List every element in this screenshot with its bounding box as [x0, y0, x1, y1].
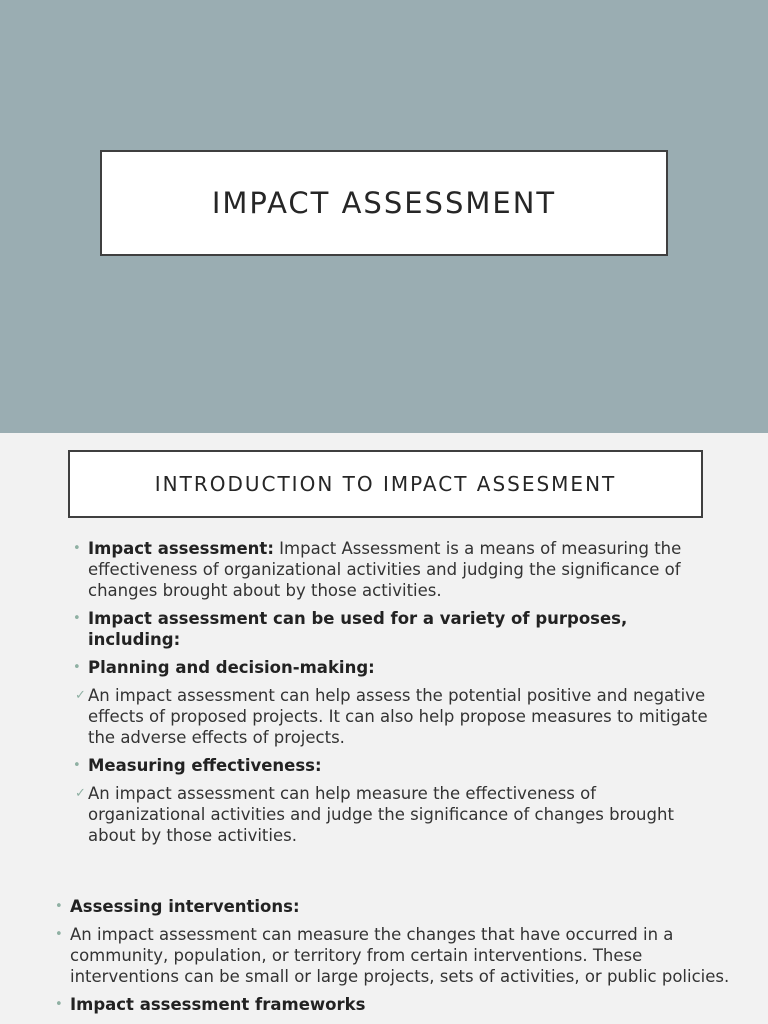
checkmark-icon: ✓ — [75, 786, 86, 801]
content-slide — [0, 433, 768, 1024]
list-item — [55, 994, 730, 1015]
title-slide — [0, 0, 768, 433]
list-item — [73, 608, 708, 650]
bullet-icon: • — [73, 660, 81, 675]
list-item — [75, 685, 708, 748]
bullet-list — [73, 538, 708, 853]
title-box — [100, 150, 668, 256]
list-item — [55, 896, 730, 917]
slide-heading: INTRODUCTION TO IMPACT ASSESMENT — [154, 472, 617, 496]
heading-box — [68, 450, 703, 518]
bullet-icon: • — [55, 927, 63, 942]
slide-title: IMPACT ASSESSMENT — [211, 186, 557, 220]
bullet-icon: • — [55, 899, 63, 914]
bullet-icon: • — [73, 758, 81, 773]
list-item — [73, 538, 708, 601]
item-text: Impact Assessment is a means of measuring the effectiveness of organizational activities and judging the significance of changes brought about by those activities. — [88, 539, 682, 600]
item-bold-text: Impact assessment can be used for a variety of purposes, including: — [88, 609, 628, 649]
bullet-icon: • — [55, 997, 63, 1012]
item-bold-text: Planning and decision-making: — [88, 658, 375, 677]
item-bold-text: Measuring effectiveness: — [88, 756, 322, 775]
item-text: An impact assessment can help assess the potential positive and negative effects of proposed projects. It can also help propose measures to mitigate the adverse effects of projects. — [88, 686, 708, 747]
checkmark-icon: ✓ — [75, 688, 86, 703]
list-item — [73, 657, 708, 678]
bullet-icon: • — [73, 541, 81, 556]
item-bold-text: Impact assessment: — [88, 539, 274, 558]
list-item — [75, 783, 708, 846]
lower-bullet-list — [55, 896, 730, 1022]
item-bold-text: Assessing interventions: — [70, 897, 300, 916]
bullet-icon: • — [73, 611, 81, 626]
item-text: An impact assessment can measure the changes that have occurred in a community, population, or territory from certain interventions. These interventions can be small or large projects, sets of activities, or public policies. — [70, 925, 730, 986]
item-bold-text: Impact assessment frameworks — [70, 995, 366, 1014]
item-text: An impact assessment can help measure the effectiveness of organizational activities and judge the significance of changes brought about by those activities. — [88, 784, 674, 845]
list-item — [73, 755, 708, 776]
list-item — [55, 924, 730, 987]
